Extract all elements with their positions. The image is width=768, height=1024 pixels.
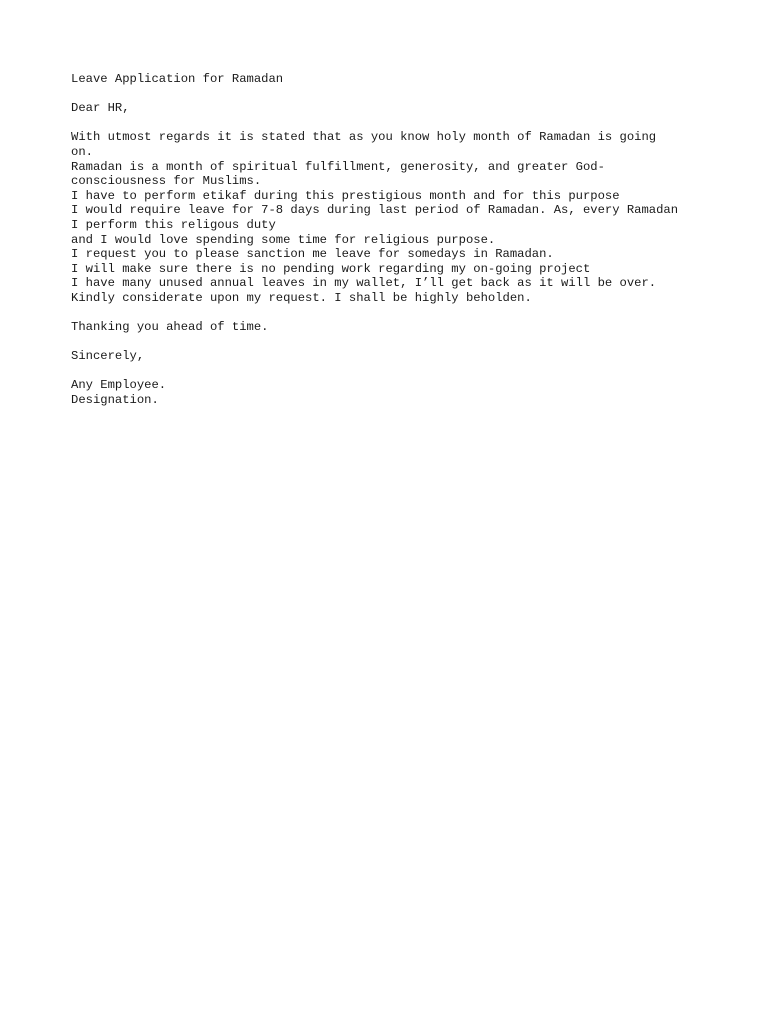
spacer bbox=[71, 116, 731, 131]
body-line: With utmost regards it is stated that as you know holy month of Ramadan is going bbox=[71, 130, 657, 145]
body-line: on. bbox=[71, 144, 93, 159]
salutation: Dear HR, bbox=[71, 101, 130, 116]
body-line: I perform this religous duty bbox=[71, 217, 276, 232]
body-line: Ramadan is a month of spiritual fulfillment, generosity, and greater God- bbox=[71, 159, 605, 174]
body-line: consciousness for Muslims. bbox=[71, 174, 262, 189]
body-line: I have many unused annual leaves in my wallet, I’ll get back as it will be over. bbox=[71, 276, 657, 291]
closing: Sincerely, bbox=[71, 349, 145, 364]
spacer bbox=[71, 87, 731, 102]
body-line: I will make sure there is no pending work regarding my on-going project bbox=[71, 261, 591, 276]
document-page bbox=[71, 72, 731, 408]
spacer bbox=[71, 306, 731, 321]
body-line: I have to perform etikaf during this prestigious month and for this purpose bbox=[71, 188, 620, 203]
body-line: Kindly considerate upon my request. I shall be highly beholden. bbox=[71, 290, 532, 305]
spacer bbox=[71, 364, 731, 379]
body-line: and I would love spending some time for religious purpose. bbox=[71, 232, 496, 247]
signature-name: Any Employee. bbox=[71, 378, 167, 393]
spacer bbox=[71, 335, 731, 350]
signature-designation: Designation. bbox=[71, 393, 159, 408]
body-line: I would require leave for 7-8 days during last period of Ramadan. As, every Ramadan bbox=[71, 203, 679, 218]
document-title: Leave Application for Ramadan bbox=[71, 72, 284, 86]
body-line: I request you to please sanction me leave for somedays in Ramadan. bbox=[71, 247, 554, 262]
letter-body bbox=[71, 130, 731, 305]
thanks-line: Thanking you ahead of time. bbox=[71, 320, 269, 335]
